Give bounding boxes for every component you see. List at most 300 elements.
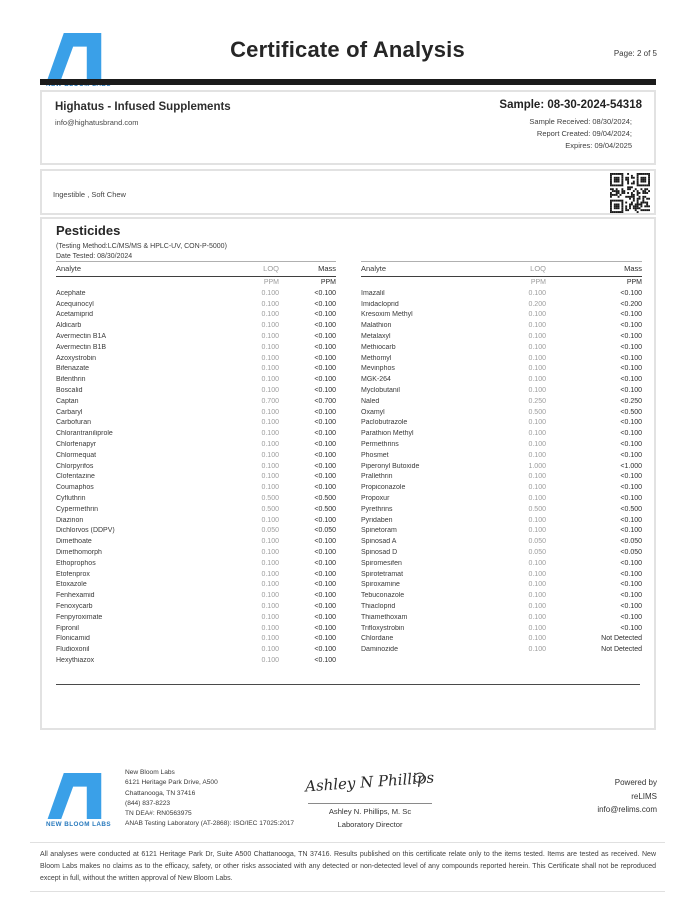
loq-value: 0.100 — [261, 365, 279, 373]
lab-city: Chattanooga, TN 37416 — [125, 789, 196, 797]
loq-value: 0.100 — [261, 354, 279, 362]
report-created-date: Report Created: 09/04/2024; — [536, 129, 632, 138]
loq-value: 0.100 — [261, 430, 279, 438]
mass-value: <0.100 — [620, 613, 642, 621]
loq-value: 0.100 — [261, 592, 279, 600]
mass-value: <0.050 — [314, 527, 336, 535]
loq-value: 0.100 — [261, 376, 279, 384]
table-row — [361, 310, 642, 321]
loq-value: 0.500 — [528, 505, 546, 513]
loq-value: 0.100 — [261, 311, 279, 319]
mass-value: <0.100 — [314, 592, 336, 600]
analyte-name: Tebuconazole — [361, 592, 405, 600]
table-row — [56, 374, 336, 385]
loq-value: 0.100 — [261, 441, 279, 449]
analyte-name: Carbofuran — [56, 419, 92, 427]
powered-by-block — [597, 776, 657, 817]
analyte-name: Spirotetramat — [361, 570, 404, 578]
table-row — [56, 623, 336, 634]
mass-value: <0.700 — [314, 397, 336, 405]
mass-value: <0.100 — [620, 322, 642, 330]
table-row — [56, 385, 336, 396]
table-row — [56, 569, 336, 580]
mass-value: <0.100 — [620, 581, 642, 589]
table-row — [361, 461, 642, 472]
table-row — [361, 364, 642, 375]
expiry-date: Expires: 09/04/2025 — [565, 141, 632, 150]
table-row — [361, 634, 642, 645]
analyte-name: Myclobutanil — [361, 387, 400, 395]
analyte-name: Fenoxycarb — [56, 603, 93, 610]
analyte-name: Acephate — [56, 289, 86, 297]
loq-value: 0.100 — [261, 516, 279, 524]
analyte-name: Prallethrin — [361, 473, 393, 481]
sample-dates — [529, 116, 632, 152]
loq-value: 0.100 — [528, 289, 546, 297]
loq-value: 0.500 — [261, 495, 279, 503]
analyte-name: Chlorfenapyr — [56, 441, 97, 449]
bloom-arch-icon — [46, 773, 102, 819]
qr-code — [610, 173, 650, 213]
table-row — [361, 396, 642, 407]
loq-value: 0.100 — [261, 613, 279, 621]
mass-value: <0.100 — [620, 387, 642, 395]
footer-logo — [46, 773, 118, 828]
table-row — [56, 320, 336, 331]
table-row — [361, 482, 642, 493]
table-row — [56, 482, 336, 493]
table-row — [56, 428, 336, 439]
col-loq: LOQ — [530, 264, 546, 273]
table-row — [361, 623, 642, 634]
col-analyte: Analyte — [361, 264, 387, 273]
mass-value: <0.100 — [314, 408, 336, 416]
mass-value: <0.050 — [620, 549, 642, 557]
sample-id: Sample: 08-30-2024-54318 — [499, 99, 642, 111]
mass-value: <0.100 — [620, 430, 642, 438]
mass-value: <0.100 — [314, 311, 336, 319]
analyte-name: Acetamiprid — [56, 311, 93, 319]
mass-value: <0.100 — [314, 559, 336, 567]
signature-script: Ashley N Phillips — [304, 768, 435, 796]
mass-value: <0.250 — [620, 397, 642, 405]
table-row — [361, 439, 642, 450]
mass-value: Not Detected — [601, 646, 642, 654]
unit-row — [361, 277, 642, 288]
mass-value: <0.500 — [620, 408, 642, 416]
table-row — [361, 374, 642, 385]
analyte-name: Bifenthrin — [56, 376, 86, 384]
lab-address — [125, 768, 300, 830]
table-row — [56, 418, 336, 429]
mass-value: <0.100 — [314, 484, 336, 492]
table-row — [361, 353, 642, 364]
table-row — [56, 580, 336, 591]
mass-value: <0.100 — [314, 430, 336, 438]
mass-value: <0.100 — [620, 516, 642, 524]
table-row — [56, 655, 336, 666]
table-row — [56, 644, 336, 655]
mass-value: <0.100 — [314, 441, 336, 449]
mass-value: <0.100 — [314, 451, 336, 459]
loq-value: 0.100 — [528, 495, 546, 503]
analyte-name: Trifloxystrobin — [361, 624, 405, 632]
mass-value: <0.100 — [314, 603, 336, 610]
analyte-name: Fludioxonil — [56, 646, 90, 654]
mass-value: <0.500 — [314, 505, 336, 513]
analyte-name: Paclobutrazole — [361, 419, 408, 427]
analyte-name: MGK-264 — [361, 376, 391, 384]
mass-value: <0.100 — [620, 570, 642, 578]
loq-value: 0.100 — [261, 343, 279, 351]
table-row — [361, 450, 642, 461]
analyte-name: Hexythiazox — [56, 656, 95, 664]
mass-value: <0.100 — [620, 495, 642, 503]
table-row — [361, 407, 642, 418]
analyte-name: Coumaphos — [56, 484, 94, 492]
table-row — [361, 612, 642, 623]
analyte-name: Methiocarb — [361, 343, 396, 351]
loq-value: 0.100 — [528, 570, 546, 578]
table-row — [361, 526, 642, 537]
page-title: Certificate of Analysis — [230, 37, 465, 62]
analyte-name: Chlorantraniliprole — [56, 430, 113, 438]
loq-value: 0.100 — [528, 603, 546, 610]
mass-value: <0.100 — [620, 592, 642, 600]
loq-value: 0.100 — [261, 300, 279, 308]
results-tables — [56, 261, 642, 666]
mass-value: <0.100 — [620, 527, 642, 535]
analyte-name: Chlorpyrifos — [56, 462, 94, 470]
pesticides-table-left — [56, 261, 336, 666]
analyte-name: Chlormequat — [56, 451, 97, 459]
mass-value: <0.100 — [314, 624, 336, 632]
lims-email: info@relims.com — [597, 805, 657, 814]
analyte-name: Ethoprophos — [56, 559, 96, 567]
section-title: Pesticides — [56, 223, 121, 238]
mass-value: <0.100 — [620, 559, 642, 567]
mass-value: <0.100 — [314, 613, 336, 621]
analyte-name: Imidacloprid — [361, 300, 399, 308]
loq-value: 0.100 — [528, 473, 546, 481]
sample-info-panel — [40, 90, 656, 165]
analyte-name: Clofentazine — [56, 473, 95, 481]
analyte-name: Daminozide — [361, 646, 398, 654]
analyte-name: Carbaryl — [56, 408, 83, 416]
sample-type-label: Ingestible , Soft Chew — [53, 190, 126, 199]
mass-value: <0.100 — [314, 354, 336, 362]
loq-value: 0.100 — [261, 559, 279, 567]
analyte-name: Cypermethrin — [56, 505, 99, 513]
mass-unit: PPM — [320, 279, 336, 286]
analyte-name: Aldicarb — [56, 322, 82, 330]
table-row — [56, 612, 336, 623]
mass-value: <0.100 — [620, 624, 642, 632]
client-name: Highatus - Infused Supplements — [55, 101, 231, 113]
table-row — [361, 288, 642, 299]
mass-value: <0.100 — [620, 441, 642, 449]
mass-value: <0.100 — [620, 365, 642, 373]
loq-value: 0.100 — [528, 559, 546, 567]
loq-value: 0.700 — [261, 397, 279, 405]
table-body — [56, 288, 336, 666]
table-row — [56, 310, 336, 321]
loq-value: 0.100 — [528, 322, 546, 330]
table-row — [56, 536, 336, 547]
mass-value: <0.100 — [314, 365, 336, 373]
testing-method: (Testing Method:LC/MS/MS & HPLC-UV, CON-P-5000) — [56, 243, 227, 250]
analyte-name: Etoxazole — [56, 581, 87, 589]
page-bottom-divider — [30, 891, 665, 892]
loq-value: 0.100 — [528, 365, 546, 373]
analyte-name: Permethrins — [361, 441, 399, 449]
analyte-name: Spiromesifen — [361, 559, 402, 567]
loq-value: 0.100 — [528, 441, 546, 449]
loq-value: 0.100 — [261, 419, 279, 427]
loq-value: 0.100 — [528, 484, 546, 492]
mass-value: <0.100 — [314, 516, 336, 524]
loq-value: 0.100 — [261, 484, 279, 492]
analyte-name: Avermectin B1A — [56, 333, 107, 341]
loq-value: 0.100 — [528, 354, 546, 362]
table-row — [361, 428, 642, 439]
table-row — [56, 331, 336, 342]
loq-value: 0.100 — [528, 430, 546, 438]
mass-value: <0.100 — [620, 333, 642, 341]
mass-value: <0.100 — [314, 538, 336, 546]
analyte-name: Boscalid — [56, 387, 83, 395]
table-row — [361, 547, 642, 558]
table-row — [56, 504, 336, 515]
analyte-name: Imazalil — [361, 289, 385, 297]
analyte-name: Dimethomorph — [56, 549, 102, 557]
analyte-name: Flonicamid — [56, 635, 90, 643]
mass-value: <0.100 — [620, 484, 642, 492]
table-row — [56, 439, 336, 450]
analyte-name: Pyridaben — [361, 516, 393, 524]
mass-value: <0.100 — [314, 333, 336, 341]
loq-value: 0.100 — [261, 462, 279, 470]
loq-value: 0.100 — [528, 635, 546, 643]
analyte-name: Propoxur — [361, 495, 390, 503]
table-row — [56, 634, 336, 645]
table-row — [361, 558, 642, 569]
mass-value: <0.100 — [314, 343, 336, 351]
pesticides-panel — [40, 217, 656, 730]
mass-value: <0.100 — [620, 289, 642, 297]
table-row — [56, 601, 336, 612]
table-row — [56, 461, 336, 472]
analyte-name: Naled — [361, 397, 380, 405]
table-row — [56, 515, 336, 526]
table-row — [56, 353, 336, 364]
loq-unit: PPM — [530, 279, 546, 286]
pesticides-table-right — [361, 261, 642, 666]
mass-value: <0.100 — [314, 419, 336, 427]
mass-value: <0.100 — [314, 387, 336, 395]
loq-value: 0.100 — [261, 581, 279, 589]
analyte-name: Etofenprox — [56, 570, 90, 578]
signature-rule — [308, 803, 432, 804]
table-row — [361, 299, 642, 310]
header-divider-bar — [40, 79, 656, 85]
analyte-name: Captan — [56, 397, 79, 405]
table-row — [56, 558, 336, 569]
loq-value: 0.100 — [261, 624, 279, 632]
lab-street: 6121 Heritage Park Drive, A500 — [125, 779, 218, 787]
sample-received-date: Sample Received: 08/30/2024; — [529, 117, 632, 126]
analyte-name: Fenpyroximate — [56, 613, 103, 621]
loq-value: 0.100 — [261, 473, 279, 481]
loq-value: 0.050 — [528, 538, 546, 546]
loq-value: 0.100 — [528, 311, 546, 319]
table-row — [56, 396, 336, 407]
table-row — [56, 342, 336, 353]
loq-value: 0.100 — [528, 333, 546, 341]
analyte-name: Thiacloprid — [361, 603, 396, 610]
mass-unit: PPM — [626, 279, 642, 286]
analyte-name: Dimethoate — [56, 538, 92, 546]
analyte-name: Diazinon — [56, 516, 84, 524]
signer-title: Laboratory Director — [337, 820, 403, 829]
mass-value: <0.100 — [314, 300, 336, 308]
loq-value: 0.100 — [528, 376, 546, 384]
loq-value: 0.100 — [261, 646, 279, 654]
loq-value: 0.100 — [528, 419, 546, 427]
table-row — [361, 472, 642, 483]
page-number: Page: 2 of 5 — [613, 49, 657, 58]
analyte-name: Kresoxim Methyl — [361, 311, 413, 319]
loq-value: 0.100 — [261, 549, 279, 557]
col-mass: Mass — [318, 264, 336, 273]
table-body — [361, 288, 642, 655]
mass-value: <0.100 — [620, 473, 642, 481]
table-row — [56, 364, 336, 375]
loq-value: 0.100 — [261, 333, 279, 341]
lab-dea: TN DEA#: RN0563975 — [125, 810, 192, 818]
loq-value: 0.500 — [528, 408, 546, 416]
loq-value: 0.100 — [261, 656, 279, 664]
mass-value: <0.100 — [314, 289, 336, 297]
col-analyte: Analyte — [56, 264, 82, 273]
table-row — [361, 536, 642, 547]
sample-type-panel — [40, 169, 656, 215]
mass-value: <0.100 — [620, 419, 642, 427]
mass-value: <0.100 — [314, 581, 336, 589]
analyte-name: Cyfluthrin — [56, 495, 86, 503]
loq-value: 0.100 — [528, 516, 546, 524]
loq-value: 0.100 — [528, 387, 546, 395]
table-row — [361, 601, 642, 612]
table-row — [361, 580, 642, 591]
loq-value: 0.100 — [528, 613, 546, 621]
mass-value: <0.100 — [314, 322, 336, 330]
analyte-name: Malathion — [361, 322, 392, 330]
disclaimer-divider — [30, 842, 665, 843]
mass-value: <0.100 — [314, 656, 336, 664]
analyte-name: Azoxystrobin — [56, 354, 97, 362]
loq-value: 0.100 — [528, 343, 546, 351]
analyte-name: Bifenazate — [56, 365, 90, 373]
mass-value: <0.500 — [314, 495, 336, 503]
analyte-name: Propiconazole — [361, 484, 406, 492]
mass-value: <0.200 — [620, 300, 642, 308]
table-header — [361, 261, 642, 277]
mass-value: <0.100 — [620, 354, 642, 362]
table-row — [56, 547, 336, 558]
lab-phone: (844) 837-8223 — [125, 799, 171, 807]
loq-value: 0.100 — [261, 408, 279, 416]
table-row — [361, 644, 642, 655]
col-mass: Mass — [624, 264, 642, 273]
logo-wordmark: NEW BLOOM LABS — [46, 821, 112, 828]
table-footer-rule — [56, 684, 640, 685]
col-loq: LOQ — [263, 264, 279, 273]
loq-value: 0.500 — [261, 505, 279, 513]
analyte-name: Fenhexamid — [56, 592, 95, 600]
loq-value: 0.100 — [528, 624, 546, 632]
lab-accreditation: ANAB Testing Laboratory (AT-2868): ISO/IEC 17025:2017 — [125, 820, 295, 828]
loq-value: 0.100 — [261, 603, 279, 610]
mass-value: <0.100 — [314, 570, 336, 578]
loq-value: 0.100 — [528, 592, 546, 600]
loq-value: 1.000 — [528, 462, 546, 470]
analyte-name: Spinosad D — [361, 549, 398, 557]
loq-value: 0.050 — [261, 527, 279, 535]
analyte-name: Spinetoram — [361, 527, 397, 535]
signature-image — [302, 764, 438, 798]
signer-name: Ashley N. Phillips, M. Sc — [328, 807, 412, 816]
disclaimer-text: All analyses were conducted at 6121 Heritage Park Dr, Suite A500 Chattanooga, TN 37416. Results published on this certificate relate only to the items tested. Items are tested as received. New Bloom Labs makes no claims as to the efficacy, safety, or other risks associated with any detected or non-detected level of any compounds reported herein. This Certificate shall not be reproduced except in full, without the written approval of New Bloom Labs. — [40, 851, 656, 882]
loq-value: 0.100 — [528, 581, 546, 589]
table-row — [56, 590, 336, 601]
mass-value: Not Detected — [601, 635, 642, 643]
loq-value: 0.100 — [261, 322, 279, 330]
mass-value: <0.100 — [620, 343, 642, 351]
signature-block — [300, 764, 440, 829]
analyte-name: Mevinphos — [361, 365, 395, 373]
table-row — [56, 299, 336, 310]
mass-value: <0.100 — [620, 311, 642, 319]
mass-value: <0.100 — [620, 376, 642, 384]
analyte-name: Spiroxamine — [361, 581, 400, 589]
analyte-name: Dichlorvos (DDPV) — [56, 527, 115, 535]
analyte-name: Oxamyl — [361, 408, 385, 416]
loq-value: 0.100 — [261, 538, 279, 546]
loq-value: 0.250 — [528, 397, 546, 405]
loq-value: 0.100 — [528, 646, 546, 654]
analyte-name: Avermectin B1B — [56, 343, 107, 351]
loq-value: 0.100 — [261, 570, 279, 578]
table-row — [361, 331, 642, 342]
table-row — [361, 569, 642, 580]
mass-value: <0.500 — [620, 505, 642, 513]
analyte-name: Phosmet — [361, 451, 389, 459]
analyte-name: Pyrethrins — [361, 505, 393, 513]
mass-value: <0.100 — [620, 603, 642, 610]
analyte-name: Thiamethoxam — [361, 613, 408, 621]
table-row — [56, 493, 336, 504]
analyte-name: Piperonyl Butoxide — [361, 462, 420, 470]
mass-value: <0.100 — [314, 646, 336, 654]
table-row — [56, 526, 336, 537]
table-row — [361, 515, 642, 526]
table-row — [361, 418, 642, 429]
table-row — [361, 504, 642, 515]
table-row — [56, 472, 336, 483]
mass-value: <0.050 — [620, 538, 642, 546]
unit-row — [56, 277, 336, 288]
